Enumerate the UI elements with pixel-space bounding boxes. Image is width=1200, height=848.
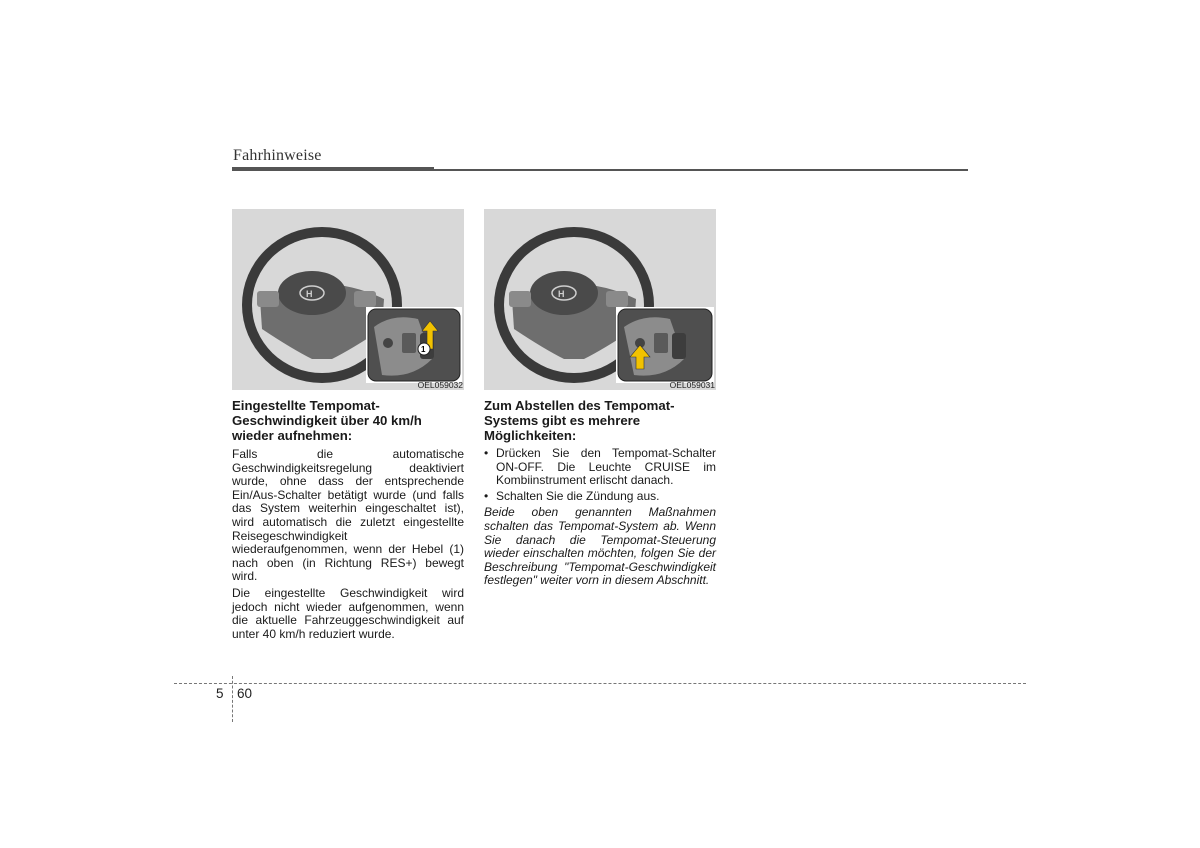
header-rule-thick bbox=[232, 167, 434, 171]
left-paragraph-1: Falls die automatische Geschwindigkeitsregelung deaktiviert wurde, ohne dass der entsprechende Ein/Aus-Schalter betätigt wurde (und falls das System weiterhin eingeschaltet ist), wird automatisch die zuletzt eingestellte Reisegeschwindigkeit wiederaufgenommen, wenn der Hebel (1) nach oben (in Richtung RES+) bewegt wird. bbox=[232, 447, 464, 584]
left-body bbox=[232, 448, 464, 641]
steering-wheel-illustration bbox=[232, 209, 464, 390]
italic-note: Beide oben genannten Maßnahmen schalten das Tempomat-System ab. Wenn Sie danach die Tempomat-Steuerung wieder einschalten möchten, folgen Sie der Beschreibung "Tempomat-Geschwindigkeit festlegen" weiter vorn in diesem Abschnitt. bbox=[484, 505, 716, 588]
section-title: Fahrhinweise bbox=[233, 147, 322, 164]
right-column bbox=[484, 209, 716, 588]
left-paragraph-2: Die eingestellte Geschwindigkeit wird jedoch nicht wieder aufgenommen, wenn die aktuelle Fahrzeuggeschwindigkeit auf unter 40 km/h reduziert wurde. bbox=[232, 585, 464, 641]
bullet-list bbox=[484, 447, 716, 503]
svg-text:H: H bbox=[558, 289, 565, 299]
left-column bbox=[232, 209, 464, 644]
svg-text:H: H bbox=[306, 289, 313, 299]
bullet-item: • Schalten Sie die Zündung aus. bbox=[484, 490, 716, 504]
left-heading: Eingestellte Tempomat-Geschwindigkeit über 40 km/h wieder aufnehmen: bbox=[232, 398, 422, 443]
bullet-item: • Drücken Sie den Tempomat-Schalter ON-OFF. Die Leuchte CRUISE im Kombiinstrument erlischt danach. bbox=[484, 447, 716, 488]
header-rule-thin bbox=[434, 169, 968, 171]
steering-wheel-figure-resume bbox=[232, 209, 464, 390]
figure-code: OEL059032 bbox=[417, 380, 463, 390]
callout-number: 1 bbox=[421, 345, 426, 354]
page-number: 60 bbox=[237, 686, 253, 701]
steering-wheel-figure-off bbox=[484, 209, 716, 390]
right-heading: Zum Abstellen des Tempomat-Systems gibt es mehrere Möglichkeiten: bbox=[484, 398, 675, 443]
figure-code: OEL059031 bbox=[669, 380, 715, 390]
chapter-number: 5 bbox=[216, 686, 224, 701]
steering-wheel-illustration bbox=[484, 209, 716, 390]
footer-vertical-divider bbox=[232, 676, 233, 722]
footer-divider bbox=[174, 683, 1026, 684]
